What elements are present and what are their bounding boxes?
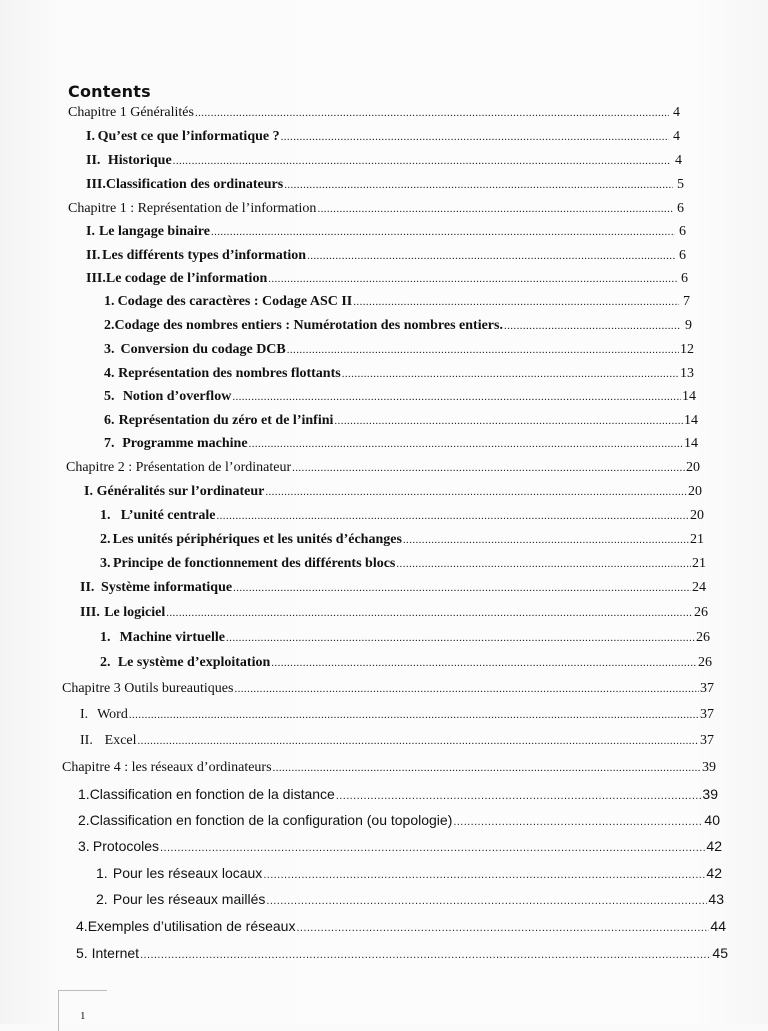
toc-entry-page: 26: [694, 605, 708, 620]
toc-entry-number: 1.: [78, 786, 90, 802]
toc-entry-number: 5.: [76, 945, 88, 961]
toc-entry-number: 7.: [104, 436, 115, 451]
toc-entry-label: Word: [97, 707, 128, 722]
toc-entry-page: 45: [712, 945, 728, 961]
toc-entry-page: 37: [700, 681, 714, 696]
toc-entry-label: Les unités périphériques et les unités d’échanges: [112, 532, 402, 547]
toc-entry-zero-et-infini: [104, 413, 698, 429]
toc-entry-label: Codage des nombres entiers : Numérotation des nombres entiers.: [114, 318, 503, 333]
toc-entry-label: Pour les réseaux locaux: [112, 865, 263, 881]
toc-entry-label: Internet: [91, 945, 140, 961]
toc-dot-leader: [266, 893, 707, 909]
toc-dot-leader: [268, 271, 677, 287]
toc-entry-machine-virtuelle: [100, 630, 710, 646]
toc-title: Contents: [68, 82, 151, 101]
toc-entry-label: Chapitre 2 : Présentation de l’ordinateur: [66, 460, 292, 475]
toc-entry-label: Le système d’exploitation: [117, 655, 271, 670]
toc-entry-page: 7: [683, 294, 690, 309]
toc-dot-leader: [166, 605, 693, 621]
toc-entry-label: Programme machine: [122, 436, 248, 451]
toc-entry-systeme-exploitation: [100, 655, 712, 671]
toc-entry-page: 6: [679, 248, 686, 263]
toc-entry-unite-centrale: [100, 508, 704, 524]
toc-entry-unites-peripheriques: [100, 532, 704, 548]
toc-entry-page: 14: [684, 436, 698, 451]
toc-entry-number: II.: [80, 580, 95, 595]
toc-dot-leader: [173, 153, 671, 169]
toc-entry-number: I.: [86, 129, 95, 144]
toc-entry-label: Classification en fonction de la configuration (ou topologie): [89, 812, 453, 828]
toc-dot-leader: [317, 201, 673, 217]
toc-entry-page: 44: [710, 918, 726, 934]
toc-entry-number: 3.: [78, 838, 90, 854]
toc-entry-reseaux-locaux: [96, 865, 722, 883]
toc-entry-word: [80, 707, 714, 723]
toc-entry-notion-overflow: [104, 389, 696, 405]
toc-dot-leader: [232, 389, 681, 405]
toc-entry-number: 1.: [100, 630, 111, 645]
toc-entry-codage-des-nombres-entiers: [104, 318, 692, 334]
toc-entry-number: I.: [84, 484, 93, 499]
toc-entry-label: Chapitre 1 : Représentation de l’information: [68, 201, 317, 216]
toc-entry-les-differents-types: [86, 248, 686, 264]
toc-dot-leader: [353, 294, 679, 310]
toc-dot-leader: [273, 760, 701, 776]
toc-entry-number: 4.: [76, 918, 88, 934]
toc-entry-number: I.: [80, 707, 89, 722]
toc-dot-leader: [292, 460, 685, 476]
toc-entry-label: Exemples d’utilisation de réseaux: [87, 918, 296, 934]
toc-entry-number: 3.: [100, 556, 111, 571]
toc-entry-label: Principe de fonctionnement des différents blocs: [112, 556, 396, 571]
toc-dot-leader: [403, 532, 689, 548]
toc-entry-label: Le langage binaire: [98, 224, 210, 239]
toc-entry-chapitre-2: [66, 460, 700, 476]
toc-entry-exemples-utilisation: [76, 918, 726, 936]
toc-entry-codage-des-caracteres: [104, 294, 690, 310]
page-number: 1: [80, 1010, 86, 1022]
toc-entry-programme-machine: [104, 436, 698, 452]
toc-entry-page: 12: [680, 342, 694, 357]
toc-entry-label: Représentation des nombres flottants: [118, 366, 341, 381]
toc-dot-leader: [284, 177, 673, 193]
toc-entry-page: 21: [690, 532, 704, 547]
toc-entry-page: 6: [677, 201, 684, 216]
toc-dot-leader: [211, 224, 675, 240]
toc-entry-label: Conversion du codage DCB: [120, 342, 286, 357]
toc-entry-le-logiciel: [80, 605, 708, 621]
toc-entry-page: 6: [681, 271, 688, 286]
toc-entry-classification-configuration: [78, 812, 720, 830]
toc-entry-page: 4: [675, 153, 682, 168]
toc-entry-label: Généralités sur l’ordinateur: [96, 484, 265, 499]
toc-entry-page: 20: [686, 460, 700, 475]
toc-entry-page: 20: [688, 484, 702, 499]
toc-entry-page: 42: [706, 865, 722, 881]
toc-entry-excel: [80, 733, 714, 749]
toc-entry-le-langage-binaire: [86, 224, 686, 240]
toc-dot-leader: [453, 814, 703, 830]
toc-dot-leader: [281, 129, 669, 145]
toc-entry-label: Classification des ordinateurs: [105, 177, 284, 192]
toc-entry-page: 5: [677, 177, 684, 192]
toc-entry-systeme-informatique: [80, 580, 706, 596]
toc-entry-label: Pour les réseaux maillés: [112, 891, 266, 907]
toc-dot-leader: [396, 556, 691, 572]
toc-dot-leader: [226, 630, 695, 646]
toc-dot-leader: [263, 867, 705, 883]
toc-entry-page: 26: [696, 630, 710, 645]
toc-dot-leader: [271, 655, 697, 671]
toc-entry-le-codage: [86, 271, 688, 287]
toc-entry-page: 39: [702, 760, 716, 775]
toc-entry-number: III.: [80, 605, 100, 620]
toc-entry-conversion-dcb: [104, 342, 694, 358]
toc-entry-label: Représentation du zéro et de l’infini: [118, 413, 334, 428]
toc-entry-reseaux-mailles: [96, 891, 724, 909]
toc-entry-page: 13: [680, 366, 694, 381]
toc-entry-number: 2.: [100, 532, 111, 547]
toc-entry-nombres-flottants: [104, 366, 694, 382]
toc-entry-label: Les différents types d’information: [102, 248, 307, 263]
toc-entry-page: 43: [708, 891, 724, 907]
toc-dot-leader: [265, 484, 687, 500]
toc-entry-label: Classification en fonction de la distance: [89, 786, 335, 802]
toc-dot-leader: [217, 508, 690, 524]
toc-entry-page: 37: [700, 733, 714, 748]
toc-entry-chapitre-3: [62, 681, 714, 697]
toc-entry-page: 39: [702, 786, 718, 802]
toc-dot-leader: [140, 947, 711, 963]
toc-entry-number: 2.: [96, 891, 108, 907]
toc-entry-label: Qu’est ce que l’informatique ?: [97, 129, 280, 144]
toc-entry-page: 40: [704, 812, 720, 828]
toc-entry-chapitre-4: [62, 760, 716, 776]
toc-entry-number: 1.: [104, 294, 115, 309]
toc-entry-chapitre-1-generalites: [68, 105, 680, 121]
toc-entry-page: 37: [700, 707, 714, 722]
toc-dot-leader: [342, 366, 679, 382]
toc-entry-page: 4: [673, 129, 680, 144]
toc-entry-page: 21: [692, 556, 706, 571]
toc-entry-number: II.: [86, 248, 101, 263]
toc-entry-number: 2.: [104, 318, 115, 333]
toc-entry-number: I.: [86, 224, 95, 239]
toc-entry-label: Système informatique: [101, 580, 233, 595]
toc-dot-leader: [138, 733, 699, 749]
toc-entry-historique: [86, 153, 682, 169]
toc-entry-label: Le logiciel: [104, 605, 166, 620]
toc-entry-page: 14: [682, 389, 696, 404]
toc-entry-quest-ce-que-linformatique: [86, 129, 680, 145]
toc-entry-generalites-ordinateur: [84, 484, 702, 500]
toc-dot-leader: [334, 413, 683, 429]
toc-entry-number: 6.: [104, 413, 115, 428]
toc-dot-leader: [336, 788, 702, 804]
toc-entry-protocoles: [78, 838, 722, 856]
toc-entry-classification-distance: [78, 786, 718, 804]
toc-entry-label: Machine virtuelle: [119, 630, 226, 645]
toc-entry-number: 4.: [104, 366, 115, 381]
toc-entry-number: II.: [80, 733, 93, 748]
toc-entry-label: Le codage de l’information: [105, 271, 268, 286]
toc-dot-leader: [160, 840, 705, 856]
toc-entry-label: Protocoles: [92, 838, 160, 854]
toc-dot-leader: [307, 248, 675, 264]
toc-entry-label: Chapitre 4 : les réseaux d’ordinateurs: [62, 760, 272, 775]
toc-entry-page: 26: [698, 655, 712, 670]
toc-entry-page: 42: [706, 838, 722, 854]
toc-entry-label: Excel: [104, 733, 137, 748]
toc-entry-page: 9: [685, 318, 692, 333]
toc-entry-label: Notion d’overflow: [122, 389, 232, 404]
toc-entry-page: 6: [679, 224, 686, 239]
toc-dot-leader: [504, 318, 681, 334]
toc-entry-page: 24: [692, 580, 706, 595]
toc-entry-page: 14: [684, 413, 698, 428]
toc-entry-principe-fonctionnement: [100, 556, 706, 572]
toc-dot-leader: [249, 436, 683, 452]
toc-entry-page: 4: [673, 105, 680, 120]
toc-entry-number: 1.: [100, 508, 111, 523]
toc-entry-number: 5.: [104, 389, 115, 404]
toc-entry-internet: [76, 945, 728, 963]
toc-dot-leader: [234, 681, 699, 697]
toc-entry-number: 1.: [96, 865, 108, 881]
toc-dot-leader: [129, 707, 699, 723]
toc-entry-number: 2.: [78, 812, 90, 828]
toc-entry-number: II.: [86, 153, 101, 168]
toc-entry-label: Codage des caractères : Codage ASC II: [117, 294, 353, 309]
toc-entry-label: Chapitre 1 Généralités: [68, 105, 194, 120]
toc-entry-number: 2.: [100, 655, 111, 670]
toc-entry-page: 20: [690, 508, 704, 523]
toc-entry-chapitre-1-representation: [68, 201, 684, 217]
toc-entry-label: Chapitre 3 Outils bureautiques: [62, 681, 234, 696]
toc-dot-leader: [195, 105, 669, 121]
toc-dot-leader: [296, 920, 709, 936]
toc-entry-number: III.: [86, 177, 106, 192]
toc-entry-label: L’unité centrale: [120, 508, 216, 523]
toc-entry-number: III.: [86, 271, 106, 286]
toc-entry-label: Historique: [107, 153, 172, 168]
toc-entry-classification-des-ordinateurs: [86, 177, 684, 193]
toc-dot-leader: [287, 342, 679, 358]
toc-entry-number: 3.: [104, 342, 115, 357]
toc-dot-leader: [233, 580, 691, 596]
